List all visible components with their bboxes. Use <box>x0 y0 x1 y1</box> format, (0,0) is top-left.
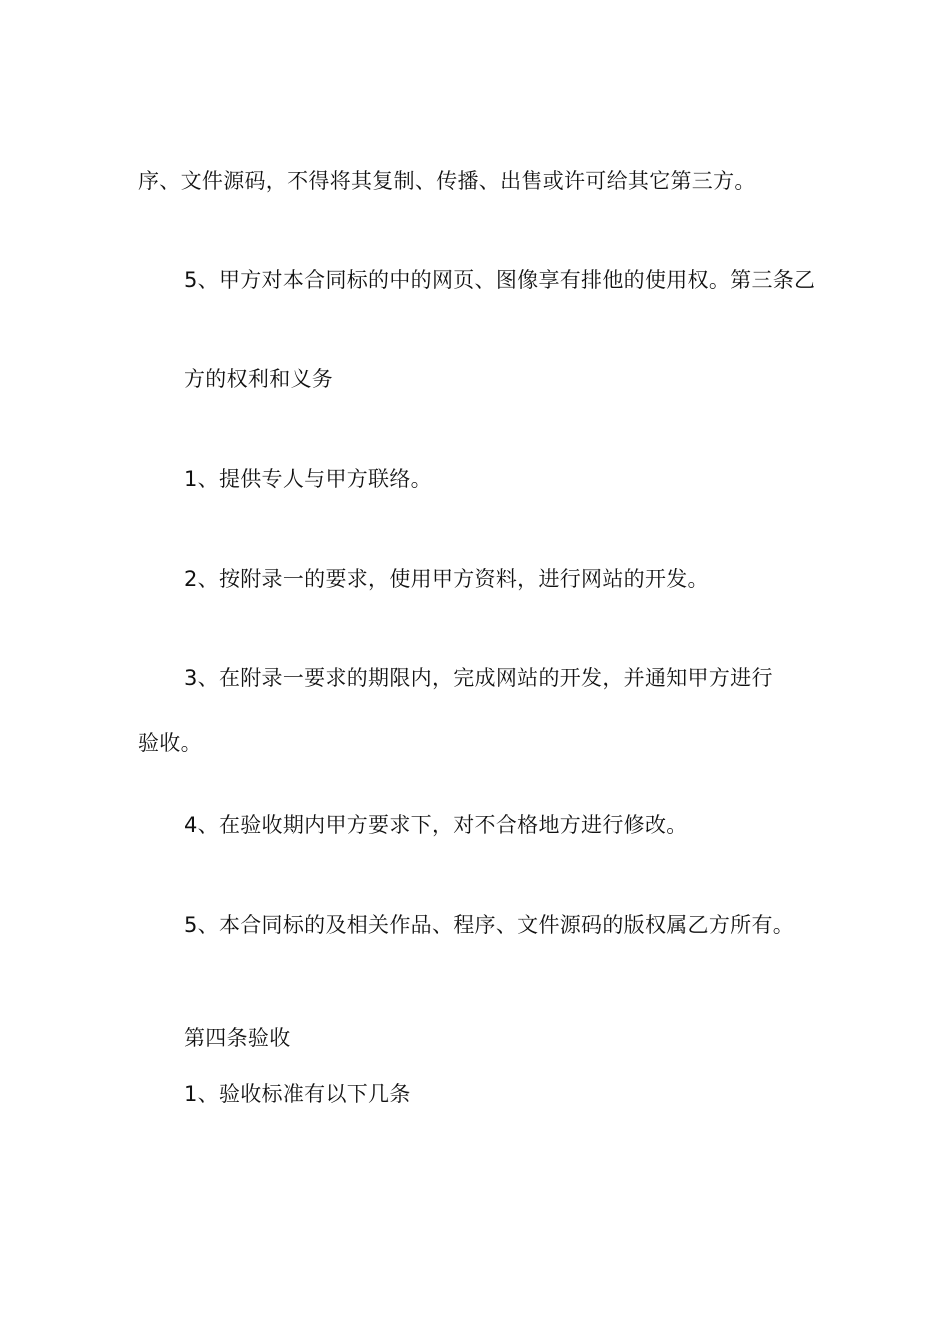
text-line-6: 3、在附录一要求的期限内，完成网站的开发，并通知甲方进行 <box>184 666 773 690</box>
text-line-8: 4、在验收期内甲方要求下，对不合格地方进行修改。 <box>184 813 688 837</box>
text-line-1: 序、文件源码，不得将其复制、传播、出售或许可给其它第三方。 <box>138 169 756 193</box>
text-line-2: 5、甲方对本合同标的中的网页、图像享有排他的使用权。第三条乙 <box>184 268 816 292</box>
text-line-9: 5、本合同标的及相关作品、程序、文件源码的版权属乙方所有。 <box>184 913 795 937</box>
text-line-11: 1、验收标准有以下几条 <box>184 1082 411 1106</box>
text-line-7: 验收。 <box>138 731 202 755</box>
text-line-5: 2、按附录一的要求，使用甲方资料，进行网站的开发。 <box>184 567 709 591</box>
text-line-3: 方的权利和义务 <box>184 367 334 391</box>
text-line-4: 1、提供专人与甲方联络。 <box>184 467 432 491</box>
section-heading: 第四条验收 <box>184 1026 291 1050</box>
